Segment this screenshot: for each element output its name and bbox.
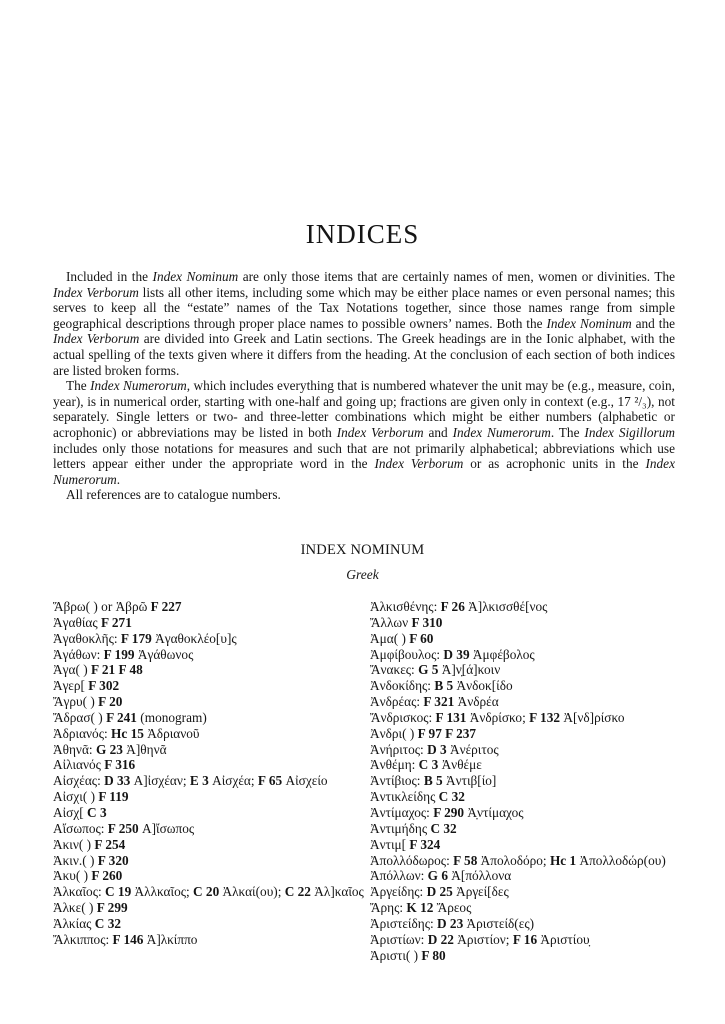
catalogue-ref: C 3: [87, 804, 107, 820]
catalogue-ref: C 32: [438, 789, 465, 805]
index-entry: [370, 710, 690, 726]
index-entry: [370, 805, 690, 821]
index-entry: [370, 853, 690, 869]
catalogue-ref: F 65: [257, 773, 283, 789]
index-entry: [53, 647, 373, 663]
text-run: Ἀργείδης:: [370, 884, 427, 900]
text-run: Ἀ]θηνᾶ: [122, 741, 167, 757]
text-run: Ἀριστείδ(ες): [463, 915, 535, 931]
catalogue-ref: F 316: [104, 757, 136, 773]
text-run: Ἀριστίων:: [370, 931, 428, 947]
index-entry: [370, 821, 690, 837]
catalogue-ref: C 19: [105, 884, 132, 900]
catalogue-ref: F 97 F 237: [417, 725, 477, 741]
index-name: Index Verborum: [53, 284, 139, 300]
text-run: Αἰσχι( ): [53, 789, 99, 805]
index-entry: [53, 757, 373, 773]
catalogue-ref: F 119: [98, 789, 129, 805]
index-entry: [53, 837, 373, 853]
text-run: Ἀμα( ): [370, 630, 410, 646]
catalogue-ref: F 241: [106, 709, 137, 725]
text-run: Ἀμφέβολος: [469, 646, 535, 662]
text-run: Ἀλκίας: [53, 915, 95, 931]
text-run: Ἀνέριτος: [446, 741, 499, 757]
catalogue-ref: F 290: [433, 804, 465, 820]
index-entry: [53, 599, 373, 615]
text-run: Ἀριστι( ): [370, 947, 422, 963]
index-entry: [370, 868, 690, 884]
index-entry: [370, 694, 690, 710]
text-run: Ἀπολλόδωρος:: [370, 852, 454, 868]
text-run: Ἀγάθων:: [53, 646, 104, 662]
text-run: Ἀνδρέα: [454, 694, 499, 710]
text-run: Ἀ]ν̣[ά]κοιν: [438, 662, 501, 678]
index-entry: [53, 884, 373, 900]
text-run: Ἀριστείδης:: [370, 915, 437, 931]
text-run: lists all other items, including some which may be either place names or even personal names; this serves to keep all the “estate” names of the Tax Notations together, since those names range from simple geographical descriptions through proper place names to possible owners’ names. Both the: [53, 284, 675, 331]
text-run: Ἀπόλλων:: [370, 868, 428, 884]
index-entry: [370, 773, 690, 789]
index-name: Index Verborum: [53, 331, 140, 347]
text-run: Ἀκυ( ): [53, 868, 92, 884]
index-entry: [370, 837, 690, 853]
catalogue-ref: D 25: [426, 884, 453, 900]
catalogue-ref: B 5: [423, 773, 443, 789]
section-title: INDEX NOMINUM: [300, 542, 425, 558]
text-run: Αἰσχέας:: [53, 773, 105, 789]
index-name: Index Verborum: [374, 456, 464, 472]
text-run: Ἄρεος: [433, 900, 472, 916]
text-run: Ἄλκιππος:: [53, 931, 113, 947]
text-run: Ἀνδρέας:: [370, 694, 424, 710]
text-run: are only those items that are certainly names of men, women or divinities. The: [238, 269, 675, 284]
catalogue-ref: F 320: [97, 852, 129, 868]
catalogue-ref: F 227: [150, 599, 182, 614]
text-run: Ἀ[νδ]ρίσκο: [560, 709, 625, 725]
index-entry: [370, 615, 690, 631]
text-run: Ἀλκε( ): [53, 900, 97, 916]
catalogue-ref: F 132: [529, 709, 561, 725]
text-run: Ἀλκαῖος:: [53, 884, 105, 900]
text-run: . The: [550, 424, 585, 440]
catalogue-ref: F 321: [423, 694, 455, 710]
index-name: Index Numerorum: [90, 378, 187, 394]
index-entry: [53, 868, 373, 884]
index-entry: [53, 805, 373, 821]
catalogue-ref: G 23: [95, 741, 123, 757]
text-run: Ἀλλκαῖος;: [131, 884, 193, 900]
text-run: Ἄδρασ( ): [53, 709, 107, 725]
text-run: Ἀπολοδόρο;: [477, 852, 550, 868]
text-run: Ἀ̣ντίμαχος: [464, 804, 524, 820]
text-run: Ἀλκαί(ου);: [219, 884, 285, 900]
index-entry: [53, 710, 373, 726]
text-run: Ἀθηνᾶ:: [53, 741, 96, 757]
index-entry: [53, 742, 373, 758]
text-run: Αἴσωπος:: [53, 820, 108, 836]
catalogue-ref: D 3: [427, 741, 447, 757]
index-entry: [370, 757, 690, 773]
text-run: Included in the: [66, 269, 153, 284]
index-name: Index Numerorum: [452, 424, 551, 440]
index-name: Index Nominum: [152, 269, 239, 284]
index-entry: [53, 662, 373, 678]
text-run: and: [423, 424, 453, 440]
text-run: (monogram): [136, 709, 207, 725]
index-entry: [53, 821, 373, 837]
catalogue-ref: F 179: [120, 630, 152, 646]
catalogue-ref: F 250: [107, 820, 139, 836]
catalogue-ref: F 21 F 48: [90, 662, 143, 678]
catalogue-ref: C 32: [94, 915, 122, 931]
text-run: are divided into Greek and Latin sections. The Greek headings are in the Ionic alphabet, with the actual spelling of the texts given where it differs from the heading. At the conclusion of each section of both indices are listed broken forms.: [53, 331, 675, 378]
index-entry: [53, 694, 373, 710]
index-entry: [370, 789, 690, 805]
catalogue-ref: Hc 15: [111, 725, 144, 741]
catalogue-ref: C 20: [193, 884, 220, 900]
text-run: Ἀκιν.( ): [53, 852, 98, 868]
text-run: Ἀλκισθένης:: [370, 599, 441, 614]
index-entry: [370, 932, 690, 948]
text-run: and the: [631, 315, 675, 331]
catalogue-ref: C 3: [418, 757, 439, 773]
text-run: Αἰσχ[: [53, 804, 88, 820]
text-run: Ἀ]λκισσθέ[νος: [464, 599, 548, 614]
text-run: Ἀνθέμη:: [370, 757, 419, 773]
text-run: Ἀριστίον;: [453, 931, 513, 947]
text-run: or as acrophonic units in the: [463, 456, 646, 472]
catalogue-ref: F 302: [88, 678, 120, 694]
index-entry: [370, 647, 690, 663]
index-entry: [370, 916, 690, 932]
text-run: Ἀριστίου̣: [537, 931, 590, 947]
index-column-left: [53, 599, 373, 948]
text-run: Ἀνήριτος:: [370, 741, 428, 757]
index-entry: [53, 789, 373, 805]
text-run: .: [116, 471, 121, 487]
catalogue-ref: F 146: [112, 931, 144, 947]
catalogue-ref: G 6: [427, 868, 448, 884]
catalogue-ref: D 23: [437, 915, 464, 931]
text-run: Ἀγερ[: [53, 678, 89, 694]
text-run: Ἄλλων: [370, 614, 412, 630]
catalogue-ref: B 5: [434, 678, 454, 694]
catalogue-ref: C 32: [430, 820, 457, 836]
text-run: includes only those notations for measures and such that are not primarily alphabetical; abbreviations which use letters appear either under the appropriate word in the: [53, 440, 675, 472]
text-run: Ἀγάθωνος: [134, 646, 194, 662]
text-run: Ἀπολλοδώρ(ου): [576, 852, 666, 868]
catalogue-ref: F 60: [409, 630, 434, 646]
text-run: Ἀλ]καῖος: [310, 884, 364, 900]
catalogue-ref: G 5: [418, 662, 439, 678]
index-entry: [370, 900, 690, 916]
text-run: Ἀγα( ): [53, 662, 91, 678]
text-run: Ἀντιβ[ίο]: [442, 773, 497, 789]
text-run: All references are to catalogue numbers.: [66, 487, 281, 503]
text-run: Ἀνδοκ[ίδο: [453, 678, 513, 694]
text-run: Α]ἴσωπος: [138, 820, 195, 836]
catalogue-ref: F 260: [91, 868, 123, 884]
text-run: Ἀκιν( ): [53, 836, 95, 852]
catalogue-ref: D 22: [427, 931, 454, 947]
catalogue-ref: D 33: [104, 773, 131, 789]
index-column-right: [370, 599, 690, 963]
section-subtitle: Greek: [346, 567, 379, 582]
text-run: Ἄγρυ( ): [53, 694, 99, 710]
catalogue-ref: D 39: [443, 646, 470, 662]
index-entry: [53, 726, 373, 742]
text-run: Ἄρης:: [370, 900, 407, 916]
index-entry: [370, 948, 690, 964]
text-run: Α]ἰσχέαν;: [130, 773, 190, 789]
text-run: Ἀνδρίσκο;: [466, 709, 530, 725]
index-entry: [53, 678, 373, 694]
index-entry: [370, 662, 690, 678]
text-run: Ἀ[πόλλονα: [447, 868, 512, 884]
text-run: Ἀνθέμε: [438, 757, 482, 773]
page-title: INDICES: [305, 219, 420, 249]
text-run: Ἀντίμαχος:: [370, 804, 434, 820]
index-entry: [370, 726, 690, 742]
text-run: , which includes everything that is numbered whatever the unit may be (e.g., measure, coin, year), is in numerical order, starting with one-half and going up; fractions are given only in context (e.g., 17 ²/₃), not separately. Single letters or two- and three-letter combinations which might be either numbers (alphabetic or acrophonic) or abbreviations may be listed in both: [53, 378, 676, 440]
text-run: Αἰσχείο: [282, 773, 328, 789]
index-entry: [53, 631, 373, 647]
catalogue-ref: F 254: [94, 836, 126, 852]
catalogue-ref: F 310: [411, 614, 443, 630]
intro-text: [53, 269, 675, 503]
text-run: Ἀγαθοκλέο[υ]ς: [151, 630, 237, 646]
index-name: Index Numerorum: [53, 456, 675, 487]
text-run: Ἄνδρισκος:: [370, 709, 436, 725]
catalogue-ref: F 16: [512, 931, 538, 947]
text-run: Ἀντιμήδης: [370, 820, 431, 836]
text-run: Ἀδριανός:: [53, 725, 111, 741]
catalogue-ref: F 20: [98, 694, 123, 710]
catalogue-ref: K 12: [406, 900, 434, 916]
index-name: Index Sigillorum: [584, 424, 675, 440]
index-entry: [370, 678, 690, 694]
catalogue-ref: F 131: [435, 709, 467, 725]
index-entry: [370, 884, 690, 900]
index-name: Index Nominum: [546, 315, 632, 331]
text-run: Ἀργεί[δες: [452, 884, 509, 900]
catalogue-ref: F 26: [440, 599, 465, 614]
text-run: Ἄνακες:: [370, 662, 419, 678]
text-run: Ἀγαθίας: [53, 614, 101, 630]
index-entry: [370, 599, 690, 615]
text-run: Ἀντιμ[: [370, 836, 410, 852]
catalogue-ref: F 324: [409, 836, 441, 852]
intro-paragraph: [53, 269, 675, 378]
index-entry: [53, 773, 373, 789]
text-run: The: [66, 378, 91, 394]
catalogue-ref: E 3: [189, 773, 209, 789]
text-run: Ἀντίβιος:: [370, 773, 424, 789]
text-run: Ἀ]λκίππο: [143, 931, 198, 947]
text-run: Ἀμφίβουλος:: [370, 646, 444, 662]
text-run: Ἀντικλείδης: [370, 789, 439, 805]
catalogue-ref: F 80: [421, 947, 446, 963]
text-run: Ἀγαθοκλῆς:: [53, 630, 121, 646]
index-entry: [53, 916, 373, 932]
index-entry: [53, 853, 373, 869]
intro-paragraph: [53, 378, 675, 487]
index-entry: [370, 742, 690, 758]
index-entry: [370, 631, 690, 647]
index-entry: [53, 900, 373, 916]
text-run: Ἀδριανοῦ: [143, 725, 200, 741]
text-run: Ἅβρω( ) or Ἁβρῶ: [53, 599, 151, 614]
catalogue-ref: F 58: [453, 852, 478, 868]
index-name: Index Verborum: [336, 424, 424, 440]
catalogue-ref: C 22: [284, 884, 311, 900]
catalogue-ref: Hc 1: [549, 852, 577, 868]
text-run: Ἀνδοκίδης:: [370, 678, 435, 694]
text-run: Αἰσχέα;: [208, 773, 258, 789]
index-entry: [53, 615, 373, 631]
text-run: Ἀνδρι( ): [370, 725, 418, 741]
intro-paragraph: [53, 487, 675, 503]
catalogue-ref: F 299: [96, 900, 128, 916]
catalogue-ref: F 271: [100, 614, 132, 630]
index-entry: [53, 932, 373, 948]
text-run: Αἰλιανός: [53, 757, 105, 773]
catalogue-ref: F 199: [103, 646, 135, 662]
